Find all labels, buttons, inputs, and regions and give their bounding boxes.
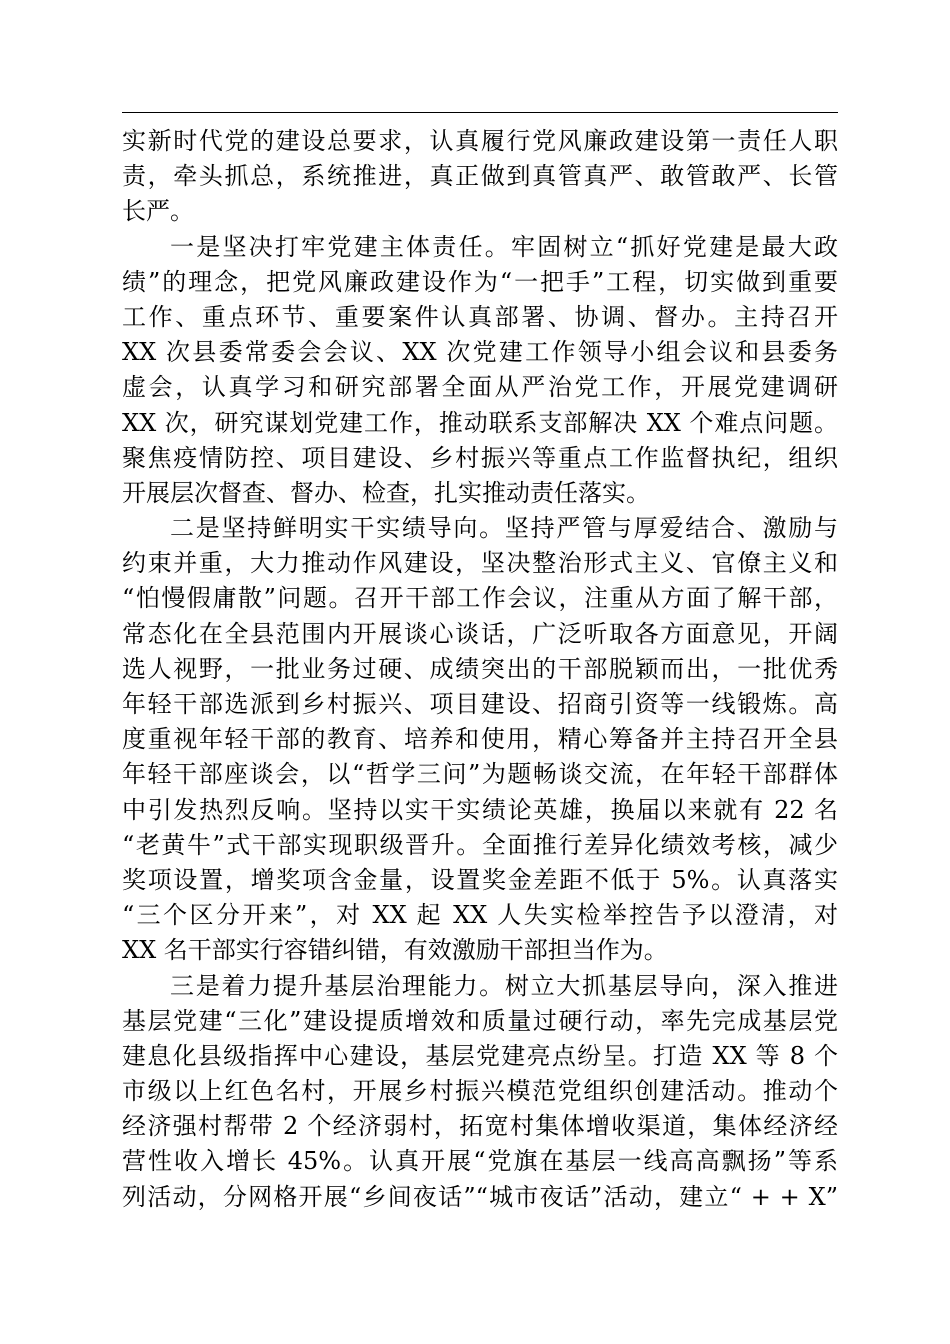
text-line: 年轻干部选派到乡村振兴、项目建设、招商引资等一线锻炼。高 — [122, 690, 838, 718]
text-line: 选人视野，一批业务过硬、成绩突出的干部脱颖而出，一批优秀 — [122, 654, 838, 683]
header-rule — [122, 112, 838, 113]
text-line: 基层党建“三化”建设提质增效和质量过硬行动，率先完成基层党 — [122, 1006, 838, 1035]
text-line: XX 次，研究谋划党建工作，推动联系支部解决 XX 个难点问题。 — [122, 408, 838, 437]
text-line: 建息化县级指挥中心建设，基层党建亮点纷呈。打造 XX 等 8 个 — [122, 1041, 838, 1070]
text-line: 度重视年轻干部的教育、培养和使用，精心筹备并主持召开全县 — [122, 725, 838, 754]
text-line: 中引发热烈反响。坚持以实干实绩论英雄，换届以来就有 22 名 — [122, 795, 838, 824]
text-line: “怕慢假庸散”问题。召开干部工作会议，注重从方面了解干部， — [122, 584, 838, 613]
text-line: 聚焦疫情防控、项目建设、乡村振兴等重点工作监督执纪，组织 — [122, 443, 838, 472]
text-line: 三是着力提升基层治理能力。树立大抓基层导向，深入推进 — [170, 971, 838, 1000]
text-line: 常态化在全县范围内开展谈心谈话，广泛听取各方面意见，开阔 — [122, 619, 838, 648]
text-line: 开展层次督查、督办、检查，扎实推动责任落实。 — [122, 478, 650, 507]
text-line: 经济强村帮带 2 个经济弱村，拓宽村集体增收渠道，集体经济经 — [122, 1112, 838, 1141]
text-line: 责，牵头抓总，系统推进，真正做到真管真严、敢管敢严、长管 — [122, 162, 838, 191]
text-line: 二是坚持鲜明实干实绩导向。坚持严管与厚爱结合、激励与 — [170, 514, 838, 543]
text-line: 绩”的理念，把党风廉政建设作为“一把手”工程，切实做到重要 — [122, 267, 838, 296]
text-line: 市级以上红色名村，开展乡村振兴模范党组织创建活动。推动个 — [122, 1077, 838, 1106]
text-line: “三个区分开来”，对 XX 起 XX 人失实检举控告予以澄清，对 — [122, 901, 838, 930]
text-line: 实新时代党的建设总要求，认真履行党风廉政建设第一责任人职 — [122, 127, 838, 155]
text-line: 一是坚决打牢党建主体责任。牢固树立“抓好党建是最大政 — [170, 232, 838, 261]
text-line: 列活动，分网格开展“乡间夜话”“城市夜话”活动，建立“ + + X” — [122, 1182, 838, 1211]
text-line: 虚会，认真学习和研究部署全面从严治党工作，开展党建调研 — [122, 373, 838, 402]
text-line: XX 名干部实行容错纠错，有效激励干部担当作为。 — [122, 936, 668, 965]
text-line: XX 次县委常委会会议、XX 次党建工作领导小组会议和县委务 — [122, 338, 838, 367]
text-line: “老黄牛”式干部实现职级晋升。全面推行差异化绩效考核，减少 — [122, 830, 838, 859]
text-line: 年轻干部座谈会，以“哲学三问”为题畅谈交流，在年轻干部群体 — [122, 760, 838, 789]
body-text — [122, 124, 838, 1215]
text-line: 长严。 — [122, 197, 194, 226]
text-line: 营性收入增长 45%。认真开展“党旗在基层一线高高飘扬”等系 — [122, 1147, 838, 1176]
text-line: 奖项设置，增奖项含金量，设置奖金差距不低于 5%。认真落实 — [122, 865, 838, 894]
text-line: 约束并重，大力推动作风建设，坚决整治形式主义、官僚主义和 — [122, 549, 838, 578]
text-line: 工作、重点环节、重要案件认真部署、协调、督办。主持召开 — [122, 302, 838, 331]
